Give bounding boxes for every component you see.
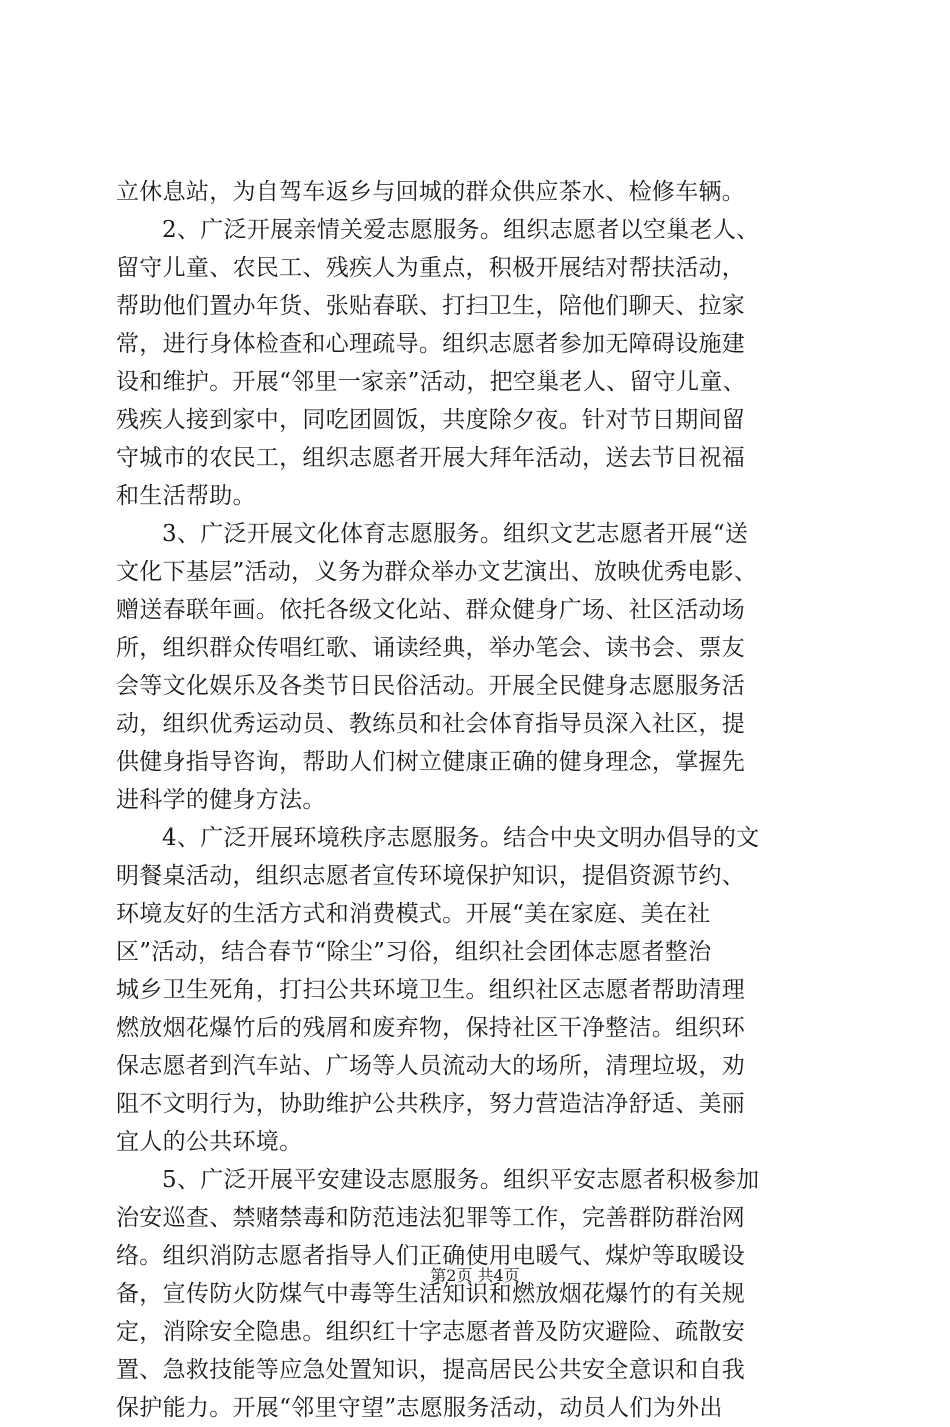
text-line: 燃放烟花爆竹后的残屑和废弃物，保持社区干净整洁。组织环: [116, 1015, 746, 1041]
text-line: 守城市的农民工，组织志愿者开展大拜年活动，送去节日祝福: [116, 445, 746, 471]
text-line: 环境友好的生活方式和消费模式。开展“美在家庭、美在社: [116, 901, 711, 927]
text-line: 残疾人接到家中，同吃团圆饭，共度除夕夜。针对节日期间留: [116, 407, 746, 433]
text-line: 留守儿童、农民工、残疾人为重点，积极开展结对帮扶活动，: [116, 255, 746, 281]
text-line: 阻不文明行为，协助维护公共秩序，努力营造洁净舒适、美丽: [116, 1091, 746, 1117]
text-line: 文化下基层”活动，义务为群众举办文艺演出、放映优秀电影、: [116, 559, 758, 585]
text-line: 保志愿者到汽车站、广场等人员流动大的场所，清理垃圾，劝: [116, 1053, 746, 1079]
text-line: 定，消除安全隐患。组织红十字志愿者普及防灾避险、疏散安: [116, 1319, 746, 1345]
text-line: 动，组织优秀运动员、教练员和社会体育指导员深入社区，提: [116, 711, 746, 737]
text-line: 保护能力。开展“邻里守望”志愿服务活动，动员人们为外出: [116, 1395, 723, 1421]
text-line: 所，组织群众传唱红歌、诵读经典，举办笔会、读书会、票友: [116, 635, 746, 661]
text-line: 3、广泛开展文化体育志愿服务。组织文艺志愿者开展“送: [162, 521, 749, 547]
text-line: 络。组织消防志愿者指导人们正确使用电暖气、煤炉等取暖设: [116, 1243, 746, 1269]
text-line: 明餐桌活动，组织志愿者宣传环境保护知识，提倡资源节约、: [116, 863, 746, 889]
text-line: 和生活帮助。: [116, 483, 256, 509]
text-line: 4、广泛开展环境秩序志愿服务。结合中央文明办倡导的文: [162, 825, 760, 851]
text-line: 宜人的公共环境。: [116, 1129, 303, 1155]
page-footer: 第2页 共4页: [430, 1266, 520, 1285]
document-body: [116, 173, 836, 1427]
text-line: 5、广泛开展平安建设志愿服务。组织平安志愿者积极参加: [162, 1167, 760, 1193]
text-line: 常，进行身体检查和心理疏导。组织志愿者参加无障碍设施建: [116, 331, 746, 357]
text-line: 治安巡查、禁赌禁毒和防范违法犯罪等工作，完善群防群治网: [116, 1205, 746, 1231]
text-line: 设和维护。开展“邻里一家亲”活动，把空巢老人、留守儿童、: [116, 369, 746, 395]
text-line: 城乡卫生死角，打扫公共环境卫生。组织社区志愿者帮助清理: [116, 977, 746, 1003]
text-line: 进科学的健身方法。: [116, 787, 326, 813]
text-line: 2、广泛开展亲情关爱志愿服务。组织志愿者以空巢老人、: [162, 217, 760, 243]
text-line: 帮助他们置办年货、张贴春联、打扫卫生，陪他们聊天、拉家: [116, 293, 746, 319]
text-line: 供健身指导咨询，帮助人们树立健康正确的健身理念，掌握先: [116, 749, 746, 775]
text-line: 赠送春联年画。依托各级文化站、群众健身广场、社区活动场: [116, 597, 746, 623]
text-line: 置、急救技能等应急处置知识，提高居民公共安全意识和自我: [116, 1357, 746, 1383]
text-line: 立休息站，为自驾车返乡与回城的群众供应茶水、检修车辆。: [116, 179, 746, 205]
text-line: 备，宣传防火防煤气中毒等生活知识和燃放烟花爆竹的有关规: [116, 1281, 746, 1307]
text-line: 区”活动，结合春节“除尘”习俗，组织社会团体志愿者整治: [116, 939, 712, 965]
text-line: 会等文化娱乐及各类节日民俗活动。开展全民健身志愿服务活: [116, 673, 746, 699]
